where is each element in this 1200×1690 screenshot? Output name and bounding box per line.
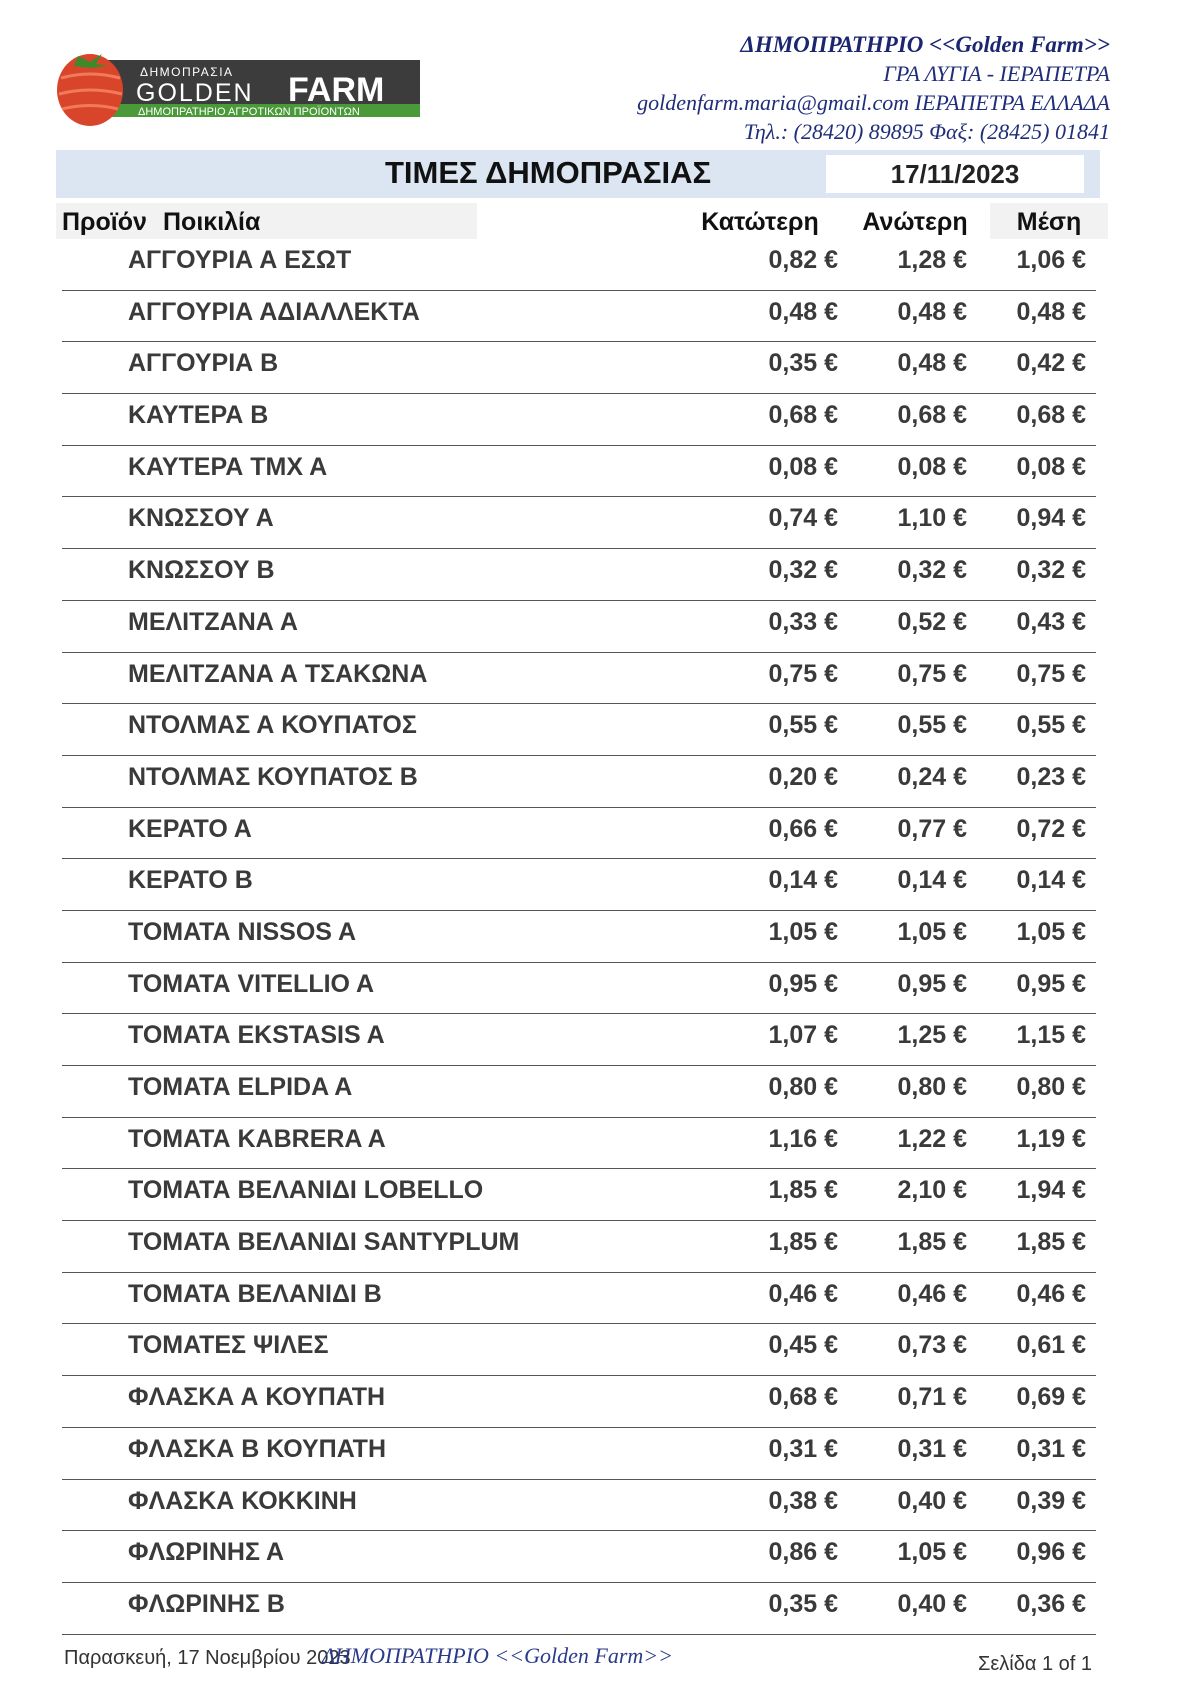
price-avg: 1,85 € (1016, 1228, 1086, 1257)
price-high: 0,32 € (897, 556, 967, 585)
product-name: ΤΟΜΑΤΑ ΒΕΛΑΝΙΔΙ LOBELLO (128, 1176, 484, 1205)
price-avg: 0,46 € (1016, 1279, 1086, 1308)
price-high: 1,25 € (897, 1021, 967, 1050)
price-avg: 0,69 € (1016, 1383, 1086, 1412)
price-avg: 0,14 € (1016, 866, 1086, 895)
price-high: 0,52 € (897, 607, 967, 636)
product-name: ΑΓΓΟΥΡΙΑ ΑΔΙΑΛΛΕΚΤΑ (128, 297, 420, 326)
column-header-product: Προϊόν (56, 203, 162, 239)
price-high: 2,10 € (897, 1176, 967, 1205)
product-name: ΤΟΜΑΤΑ ELPIDA A (128, 1073, 353, 1101)
table-row (62, 808, 1096, 860)
price-high: 1,22 € (897, 1124, 967, 1153)
price-high: 0,48 € (897, 349, 967, 378)
table-row (62, 239, 1096, 291)
price-high: 0,73 € (897, 1331, 967, 1360)
price-avg: 0,96 € (1016, 1538, 1086, 1567)
golden-farm-logo (56, 48, 422, 130)
product-name: ΜΕΛΙΤΖΑΝΑ Α (128, 607, 298, 636)
table-row (62, 1221, 1096, 1273)
tomato-icon (57, 54, 123, 126)
price-avg: 0,39 € (1016, 1486, 1086, 1515)
table-row (62, 911, 1096, 963)
price-low: 0,46 € (768, 1279, 838, 1308)
company-address: ΓΡΑ ΛΥΓΙΑ - ΙΕΡΑΠΕΤΡΑ (883, 61, 1110, 86)
price-low: 0,75 € (768, 659, 838, 688)
company-name: ΔΗΜΟΠΡΑΤΗΡΙΟ <<Golden Farm>> (740, 32, 1110, 57)
product-name: ΤΟΜΑΤΑ EKSTASIS A (128, 1021, 385, 1050)
price-low: 1,85 € (768, 1176, 838, 1205)
price-high: 0,71 € (897, 1383, 967, 1412)
product-name: ΝΤΟΛΜΑΣ ΚΟΥΠΑΤΟΣ Β (128, 762, 418, 791)
price-avg: 1,15 € (1016, 1021, 1086, 1050)
table-row (62, 549, 1096, 601)
table-row (62, 446, 1096, 498)
price-low: 0,95 € (768, 969, 838, 998)
company-email: goldenfarm.maria@gmail.com ΙΕΡΑΠΕΤΡΑ ΕΛΛΑΔΑ (637, 90, 1110, 115)
logo-brand-left: GOLDEN (136, 79, 254, 107)
table-row (62, 342, 1096, 394)
table-row (62, 1583, 1096, 1635)
price-low: 0,66 € (768, 814, 838, 843)
product-name: ΚΝΩΣΣΟΥ Α (128, 504, 274, 533)
footer-company: ΔΗΜΟΠΡΑΤΗΡΙΟ <<Golden Farm>> (322, 1643, 673, 1668)
price-low: 1,05 € (768, 917, 838, 946)
price-avg: 0,55 € (1016, 711, 1086, 740)
table-row (62, 1376, 1096, 1428)
price-high: 0,80 € (897, 1073, 967, 1101)
price-high: 0,46 € (897, 1279, 967, 1308)
price-low: 0,48 € (768, 297, 838, 326)
price-avg: 1,05 € (1016, 917, 1086, 946)
price-high: 0,40 € (897, 1486, 967, 1515)
column-header-variety: Ποικιλία (160, 203, 477, 239)
product-name: ΦΛΩΡΙΝΗΣ Α (128, 1538, 285, 1567)
product-name: ΤΟΜΑΤΑ KABRERA A (128, 1124, 386, 1153)
price-avg: 1,94 € (1016, 1176, 1086, 1205)
price-high: 1,28 € (897, 246, 967, 274)
price-low: 0,82 € (768, 246, 838, 274)
column-header-avg: Μέση (990, 203, 1108, 239)
footer-date: Παρασκευή, 17 Νοεμβρίου 2023 (64, 1647, 351, 1669)
product-name: ΚΝΩΣΣΟΥ Β (128, 556, 275, 585)
table-row (62, 1066, 1096, 1118)
product-name: ΦΛΑΣΚΑ Β ΚΟΥΠΑΤΗ (128, 1434, 386, 1463)
table-row (62, 1480, 1096, 1532)
price-low: 0,68 € (768, 401, 838, 430)
product-name: ΤΟΜΑΤΑ ΒΕΛΑΝΙΔΙ SANTYPLUM (128, 1228, 520, 1257)
column-header-low: Κατώτερη (701, 208, 819, 236)
price-avg: 0,42 € (1016, 349, 1086, 378)
product-name: ΚΑΥΤΕΡΑ Β (128, 401, 269, 430)
price-avg: 0,31 € (1016, 1434, 1086, 1463)
product-name: ΦΛΩΡΙΝΗΣ Β (128, 1589, 285, 1618)
price-low: 0,38 € (768, 1486, 838, 1515)
price-low: 1,85 € (768, 1228, 838, 1257)
product-name: ΑΓΓΟΥΡΙΑ Α ΕΣΩΤ (128, 246, 352, 274)
company-phones: Τηλ.: (28420) 89895 Φαξ: (28425) 01841 (743, 119, 1110, 144)
product-name: ΑΓΓΟΥΡΙΑ Β (128, 349, 279, 378)
price-high: 0,14 € (897, 866, 967, 895)
price-avg: 0,68 € (1016, 401, 1086, 430)
price-low: 0,08 € (768, 452, 838, 481)
price-avg: 0,32 € (1016, 556, 1086, 585)
price-low: 1,07 € (768, 1021, 838, 1050)
price-high: 0,40 € (897, 1589, 967, 1618)
price-high: 0,95 € (897, 969, 967, 998)
table-row (62, 1428, 1096, 1480)
auction-date: 17/11/2023 (826, 155, 1084, 193)
page-number: Σελίδα 1 of 1 (977, 1653, 1092, 1675)
price-avg: 0,72 € (1016, 814, 1086, 843)
price-avg: 0,94 € (1016, 504, 1086, 533)
product-name: ΚΑΥΤΕΡΑ ΤΜΧ Α (128, 452, 328, 481)
price-low: 0,32 € (768, 556, 838, 585)
product-name: ΤΟΜΑΤΕΣ ΨΙΛΕΣ (128, 1331, 329, 1360)
price-avg: 0,75 € (1016, 659, 1086, 688)
price-high: 0,55 € (897, 711, 967, 740)
price-low: 0,33 € (768, 607, 838, 636)
product-name: ΝΤΟΛΜΑΣ Α ΚΟΥΠΑΤΟΣ (128, 711, 417, 740)
price-avg: 1,19 € (1016, 1124, 1086, 1153)
price-avg: 0,61 € (1016, 1331, 1086, 1360)
price-low: 0,74 € (768, 504, 838, 533)
price-low: 0,31 € (768, 1434, 838, 1463)
price-high: 0,77 € (897, 814, 967, 843)
price-high: 1,10 € (897, 504, 967, 533)
product-name: ΦΛΑΣΚΑ ΚΟΚΚΙΝΗ (128, 1486, 357, 1515)
product-name: ΜΕΛΙΤΖΑΝΑ Α ΤΣΑΚΩΝΑ (128, 659, 428, 688)
table-row (62, 704, 1096, 756)
price-high: 1,05 € (897, 917, 967, 946)
logo-subtitle: ΔΗΜΟΠΡΑΤΗΡΙΟ ΑΓΡΟΤΙΚΩΝ ΠΡΟΪΟΝΤΩΝ (138, 106, 360, 118)
price-high: 0,31 € (897, 1434, 967, 1463)
column-header-high: Ανώτερη (862, 208, 968, 236)
price-low: 0,20 € (768, 762, 838, 791)
table-row (62, 1324, 1096, 1376)
page-title: ΤΙΜΕΣ ΔΗΜΟΠΡΑΣΙΑΣ (385, 155, 712, 190)
product-name: ΦΛΑΣΚΑ Α ΚΟΥΠΑΤΗ (128, 1383, 386, 1412)
price-low: 0,35 € (768, 1589, 838, 1618)
table-row (62, 859, 1096, 911)
price-low: 0,55 € (768, 711, 838, 740)
price-low: 0,86 € (768, 1538, 838, 1567)
product-name: ΤΟΜΑΤΑ NISSOS A (128, 917, 357, 946)
price-high: 0,08 € (897, 452, 967, 481)
table-row (62, 1531, 1096, 1583)
product-name: ΤΟΜΑΤΑ VITELLIO A (128, 969, 375, 998)
table-row (62, 963, 1096, 1015)
logo-top-text: ΔΗΜΟΠΡΑΣΙΑ (140, 65, 234, 79)
price-high: 0,68 € (897, 401, 967, 430)
price-avg: 0,43 € (1016, 607, 1086, 636)
table-row (62, 1169, 1096, 1221)
product-name: ΚΕΡΑΤΟ Α (128, 814, 252, 843)
price-high: 0,24 € (897, 762, 967, 791)
table-row (62, 1014, 1096, 1066)
price-low: 0,68 € (768, 1383, 838, 1412)
price-low: 0,14 € (768, 866, 838, 895)
price-avg: 0,23 € (1016, 762, 1086, 791)
price-avg: 0,80 € (1016, 1073, 1086, 1101)
table-row (62, 394, 1096, 446)
company-header (637, 30, 1110, 146)
price-high: 1,85 € (897, 1228, 967, 1257)
table-row (62, 653, 1096, 705)
price-avg: 0,08 € (1016, 452, 1086, 481)
logo-brand-right: FARM (288, 71, 385, 109)
product-name: ΚΕΡΑΤΟ Β (128, 866, 253, 895)
price-low: 0,35 € (768, 349, 838, 378)
table-row (62, 497, 1096, 549)
table-row (62, 1273, 1096, 1325)
table-row (62, 601, 1096, 653)
price-table (62, 239, 1096, 1635)
price-avg: 1,06 € (1016, 246, 1086, 274)
price-high: 1,05 € (897, 1538, 967, 1567)
price-avg: 0,48 € (1016, 297, 1086, 326)
price-low: 0,80 € (768, 1073, 838, 1101)
price-high: 0,75 € (897, 659, 967, 688)
price-low: 1,16 € (768, 1124, 838, 1153)
price-high: 0,48 € (897, 297, 967, 326)
price-avg: 0,36 € (1016, 1589, 1086, 1618)
price-low: 0,45 € (768, 1331, 838, 1360)
price-avg: 0,95 € (1016, 969, 1086, 998)
table-row (62, 291, 1096, 343)
table-row (62, 756, 1096, 808)
product-name: ΤΟΜΑΤΑ ΒΕΛΑΝΙΔΙ Β (128, 1279, 382, 1308)
table-row (62, 1118, 1096, 1170)
